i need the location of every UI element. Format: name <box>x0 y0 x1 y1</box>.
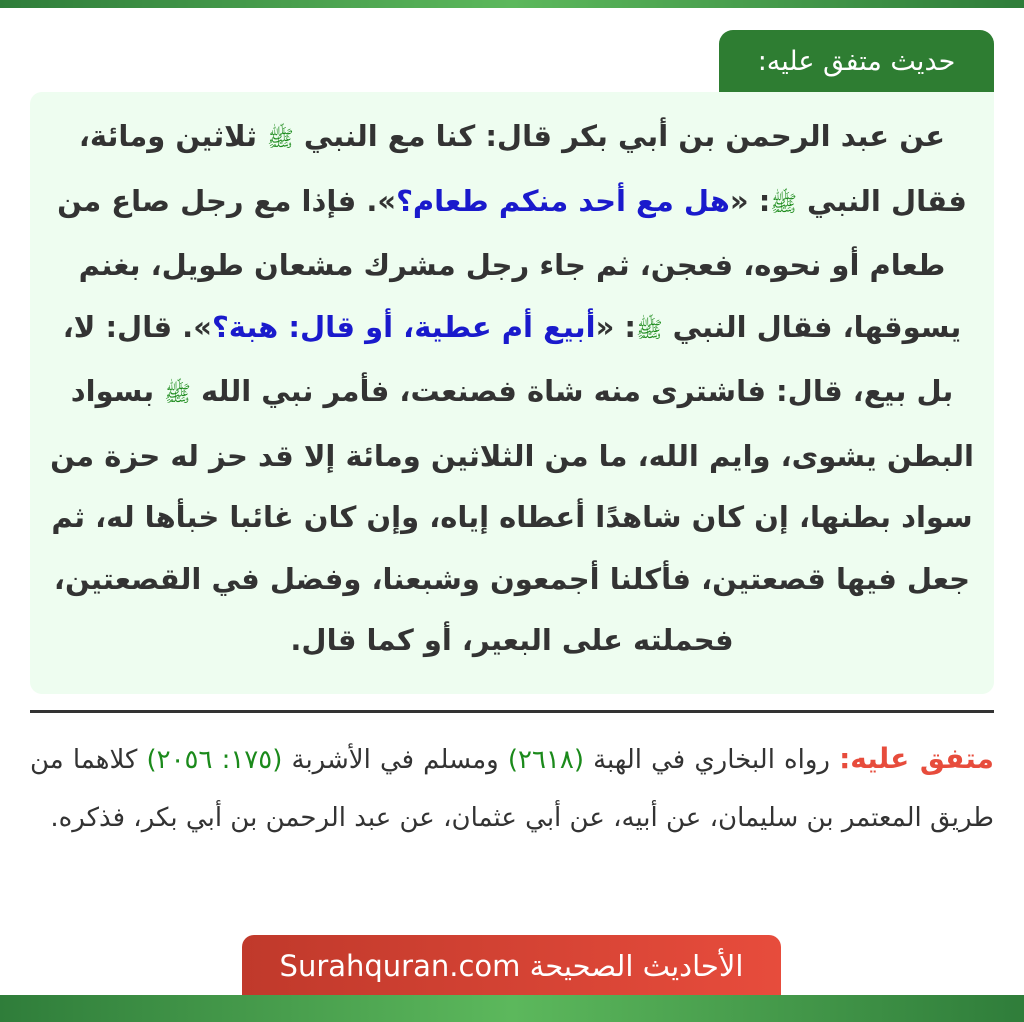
source-reference <box>30 730 994 847</box>
hadith-segment: : « <box>729 183 771 218</box>
salutation-icon: ﷺ <box>636 317 663 343</box>
hadith-number: (٢٦١٨) <box>507 745 585 775</box>
salutation-icon: ﷺ <box>770 191 797 217</box>
hadith-number: (١٧٥: ٢٠٥٦) <box>146 745 283 775</box>
source-text: كلاهما من طريق المعتمر بن سليمان، عن أبيه، عن أبي عثمان، عن عبد الرحمن بن أبي بكر، فذكره. <box>30 745 994 833</box>
hadith-segment: : « <box>595 309 636 344</box>
salutation-icon: ﷺ <box>267 127 294 152</box>
prophet-quote: أبيع أم عطية، أو قال: هبة؟ <box>211 309 596 344</box>
bottom-bar <box>0 995 1024 1022</box>
prophet-quote: هل مع أحد منكم طعام؟ <box>396 183 730 218</box>
hadith-segment: ثلاثين ومائة، فقال النبي <box>78 119 967 218</box>
source-label: متفق عليه: <box>839 742 994 775</box>
source-text: رواه البخاري في الهبة <box>584 745 840 775</box>
hadith-segment: عن عبد الرحمن بن أبي بكر قال: كنا مع النبي <box>293 119 946 153</box>
site-link-button[interactable]: الأحاديث الصحيحة Surahquran.com <box>242 935 781 997</box>
divider <box>30 710 994 713</box>
hadith-segment: ». فإذا مع رجل صاع من طعام أو نحوه، فعجن، ثم جاء رجل مشرك مشعان طويل، بغنم يسوقها، فقال النبي <box>57 183 962 344</box>
hadith-text <box>30 92 994 694</box>
hadith-segment: ». قال: لا، بل بيع، قال: فاشترى منه شاة فصنعت، فأمر نبي الله <box>62 309 954 408</box>
hadith-segment: بسواد البطن يشوى، وايم الله، ما من الثلاثين ومائة إلا قد حز له حزة من سواد بطنها، إن كان شاهدًا أعطاه إياه، وإن كان غائبا خبأها له، ثم جعل فيها قصعتين، فأكلنا أجمعون وشبعنا، وفضل في القصعتين، فحملته على البعير، أو كما قال. <box>50 374 974 657</box>
source-text: ومسلم في الأشربة <box>282 745 508 775</box>
salutation-icon: ﷺ <box>164 382 191 407</box>
section-title: حديث متفق عليه: <box>719 30 994 92</box>
top-bar <box>0 0 1024 8</box>
